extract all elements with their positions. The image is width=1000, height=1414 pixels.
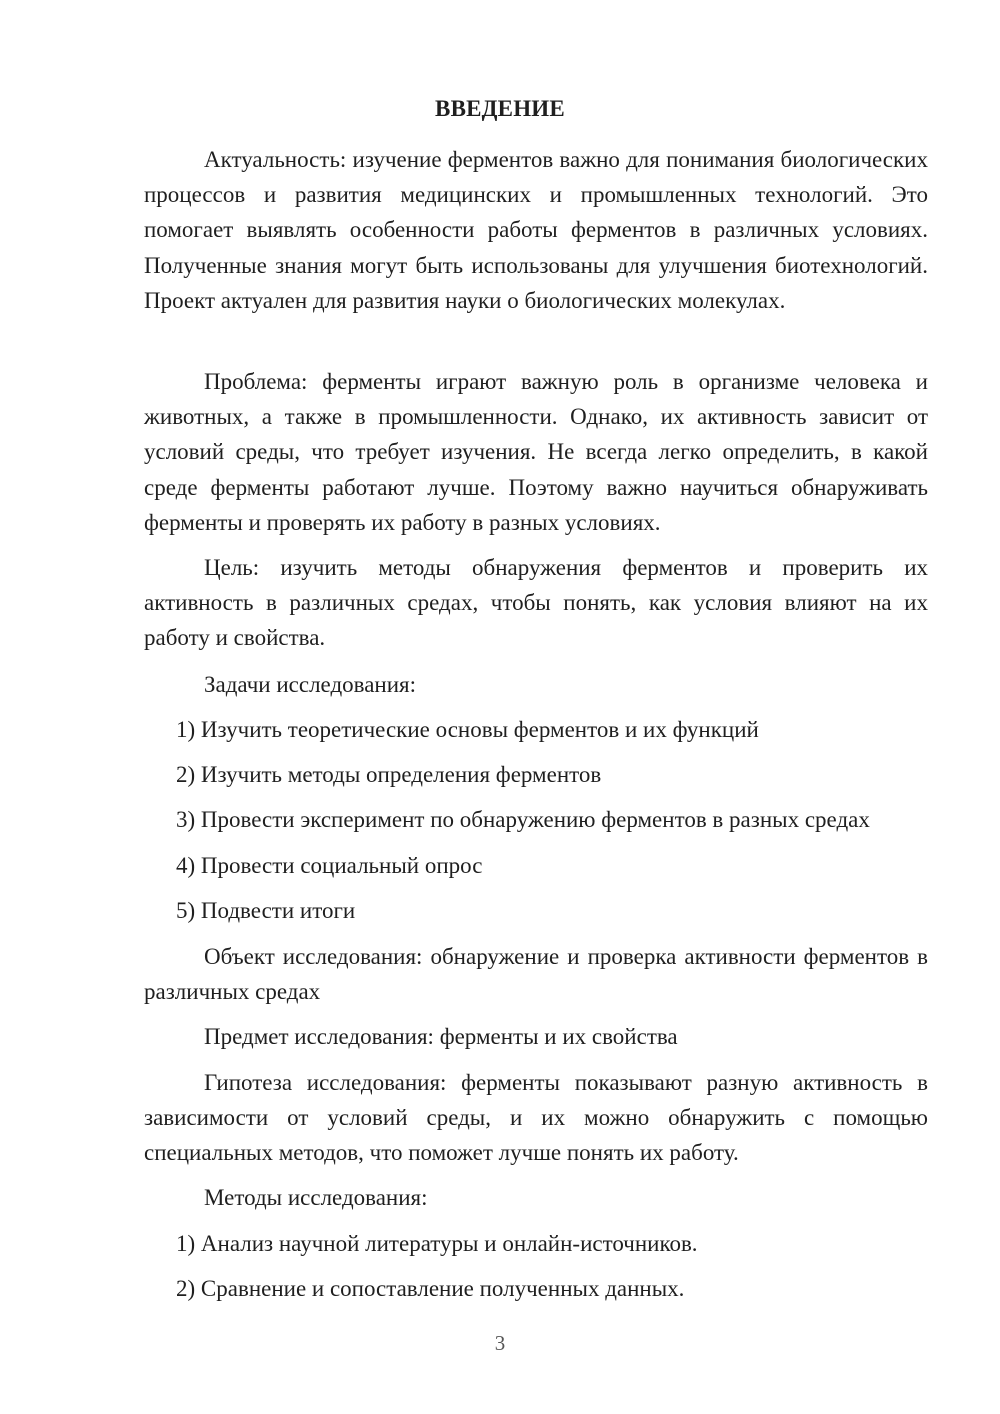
method-item: 2) Сравнение и сопоставление полученных данных.	[176, 1276, 685, 1301]
task-item: 4) Провести социальный опрос	[176, 853, 483, 878]
task-item: 1) Изучить теоретические основы ферментов и их функций	[176, 717, 759, 742]
method-item: 1) Анализ научной литературы и онлайн-источников.	[176, 1231, 698, 1256]
page-number: 3	[494, 1331, 506, 1355]
subject-paragraph: Предмет исследования: ферменты и их свойства	[204, 1024, 678, 1049]
task-item: 5) Подвести итоги	[176, 898, 356, 923]
task-item: 2) Изучить методы определения ферментов	[176, 762, 602, 787]
goal-paragraph: Цель: изучить методы обнаружения ферментов и проверить их активность в различных средах, чтобы понять, как условия влияют на их работу и свойства.	[144, 555, 928, 651]
object-paragraph: Объект исследования: обнаружение и проверка активности ферментов в различных средах	[144, 944, 928, 1005]
hypothesis-paragraph: Гипотеза исследования: ферменты показывают разную активность в зависимости от условий среды, и их можно обнаружить с помощью специальных методов, что поможет лучше понять их работу.	[144, 1070, 928, 1166]
tasks-heading: Задачи исследования:	[204, 672, 417, 697]
task-item: 3) Провести эксперимент по обнаружению ферментов в разных средах	[176, 807, 870, 832]
relevance-paragraph: Актуальность: изучение ферментов важно для понимания биологических процессов и развития медицинских и промышленных технологий. Это помогает выявлять особенности работы ферментов в различных условиях. Полученные знания могут быть использованы для улучшения биотехнологий. Проект актуален для развития науки о биологических молекулах.	[144, 147, 928, 313]
problem-paragraph: Проблема: ферменты играют важную роль в организме человека и животных, а также в промышленности. Однако, их активность зависит от условий среды, что требует изучения. Не всегда легко определить, в какой среде ферменты работают лучше. Поэтому важно научиться обнаруживать ферменты и проверять их работу в разных условиях.	[144, 369, 928, 535]
methods-heading: Методы исследования:	[204, 1185, 428, 1210]
page-title: ВВЕДЕНИЕ	[435, 96, 565, 121]
